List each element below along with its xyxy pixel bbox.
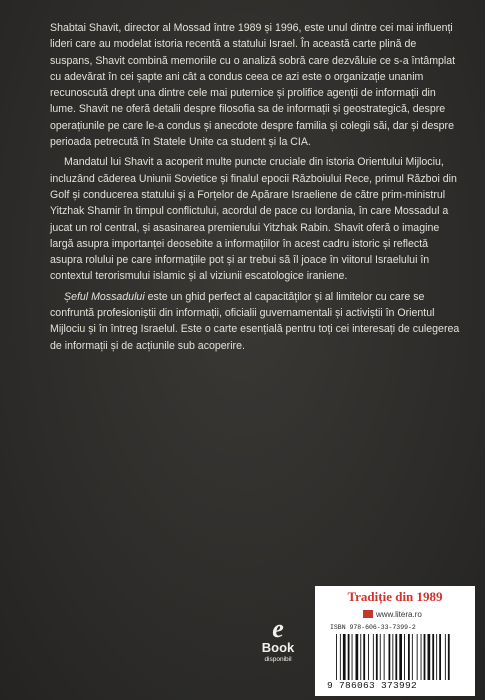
barcode-bar xyxy=(428,634,431,680)
publisher-panel xyxy=(315,586,475,696)
blurb-text xyxy=(50,20,460,358)
blurb-paragraph-1: Shabtai Shavit, director al Mossad între 1989 și 1996, este unul dintre cei mai influenți lideri care au modelat istoria recentă a statului Israel. În această carte plină de suspans, Shavit combină memoriile cu o analiză sobră care dezvăluie ce s-a întâmplat cu adevărat în cei șapte ani cât a condus ceea ce azi este o organizație unanim recunoscută drept una dintre cele mai puternice și prolifice agenții de informații din lume. Shavit ne oferă detalii despre filosofia sa de informații și geostrategică, despre operațiunile pe care le-a condus și anecdote despre familia și colegii săi, dar și despre perioada petrecută în Statele Unite ca student și la CIA. xyxy=(50,22,456,149)
website-url: www.litera.ro xyxy=(376,610,422,619)
barcode-bar xyxy=(404,634,405,680)
barcode-bar xyxy=(360,634,361,680)
barcode-bar xyxy=(432,634,434,680)
tradition-label: Tradiție din 1989 xyxy=(315,586,475,608)
barcode-bar xyxy=(421,634,422,680)
ebook-available-label: disponibil xyxy=(264,656,292,663)
publisher-website xyxy=(363,608,453,621)
barcode-bar xyxy=(373,634,374,680)
barcode-bar xyxy=(389,634,391,680)
barcode-bar xyxy=(336,634,337,680)
barcode-bar xyxy=(424,634,426,680)
blurb-paragraph-3 xyxy=(50,289,460,354)
barcode-bar xyxy=(439,634,441,680)
barcode-bar xyxy=(340,634,341,680)
barcode xyxy=(335,634,467,680)
barcode-bar xyxy=(448,634,450,680)
barcode-bar xyxy=(445,634,446,680)
ebook-word: Book xyxy=(261,640,295,655)
barcode-bar xyxy=(436,634,437,680)
barcode-bar xyxy=(412,634,413,680)
barcode-bar xyxy=(363,634,365,680)
barcode-bar xyxy=(343,634,346,680)
barcode-bar xyxy=(380,634,381,680)
barcode-bar xyxy=(348,634,350,680)
barcode-digits: 9 786063 373992 xyxy=(327,680,418,691)
barcode-bar xyxy=(392,634,393,680)
barcode-bar xyxy=(384,634,385,680)
publisher-logo-icon xyxy=(363,610,373,618)
barcode-bar xyxy=(408,634,410,680)
isbn-label: ISBN 978-606-33-7399-2 xyxy=(330,624,416,631)
barcode-bar xyxy=(368,634,369,680)
ebook-logo xyxy=(256,614,300,697)
book-title-inline: Șeful Mossadului xyxy=(64,290,145,303)
blurb-paragraph-2: Mandatul lui Shavit a acoperit multe puncte cruciale din istoria Orientului Mijlociu, incluzând căderea Uniunii Sovietice și finalul epocii Războiului Rece, primul Război din Golf și conducerea statului și a Forțelor de Apărare Israeliene de către prim-ministrul Yitzhak Shamir în timpul conflictului, acordul de pace cu Iordania, în care Mossadul a jucat un rol central, și asasinarea premierului Yitzhak Rabin. Shavit oferă o imagine largă asupra importanței deosebite a informațiilor în acest cadru istoric și reflectă asupra rolului pe care informațiile pot și ar trebui să îl joace în viitorul Israelului în contextul terorismului islamic și al viziunii escatologice iraniene. xyxy=(50,156,457,283)
barcode-bar xyxy=(399,634,402,680)
barcode-bar xyxy=(356,634,359,680)
blurb-paragraph-3-rest: este un ghid perfect al capacităților și al limitelor cu care se confruntă profesioniștii din informații, oficialii guvernamentali și activiștii în Orientul Mijlociu și în întreg Israelul. Este o carte esențială pentru toți cei interesați de culegerea de informații și de acțiunile sub acoperire. xyxy=(50,290,460,352)
barcode-bar xyxy=(352,634,353,680)
barcode-bar xyxy=(395,634,397,680)
barcode-bar xyxy=(417,634,418,680)
ebook-e-icon: e xyxy=(272,614,284,643)
barcode-bar xyxy=(376,634,378,680)
